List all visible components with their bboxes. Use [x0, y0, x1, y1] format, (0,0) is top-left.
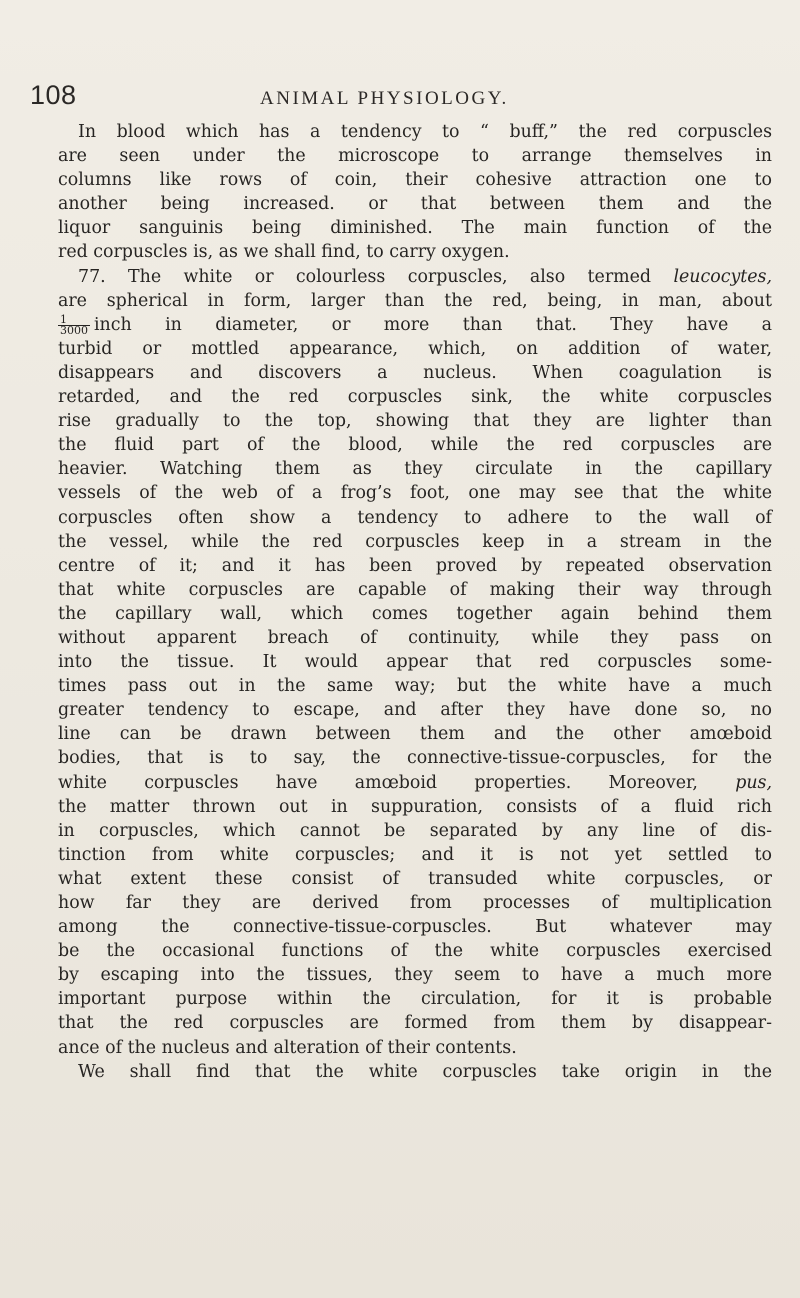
- text-line: that white corpuscles are capable of making their way through: [58, 579, 772, 600]
- text-line: that the red corpuscles are formed from them by disappear-: [58, 1013, 772, 1034]
- text-line: the fluid part of the blood, while the red corpuscles are: [58, 435, 772, 456]
- text-line: greater tendency to escape, and after they have done so, no: [58, 700, 772, 721]
- text-line: corpuscles often show a tendency to adhere to the wall of: [58, 507, 772, 528]
- text-line: heavier. Watching them as they circulate in the capillary: [58, 459, 772, 480]
- text-line: red corpuscles is, as we shall find, to carry oxygen.: [58, 242, 510, 263]
- text-line: In blood which has a tendency to “ buff,” the red corpuscles: [78, 122, 772, 142]
- paragraph-3: [58, 1060, 772, 1084]
- text-line: retarded, and the red corpuscles sink, the white corpuscles: [58, 387, 772, 408]
- text-line: in corpuscles, which cannot be separated by any line of dis-: [58, 820, 772, 841]
- text-line: line can be drawn between them and the other amœboid: [58, 724, 772, 745]
- text-line: liquor sanguinis being diminished. The main function of the: [58, 218, 772, 239]
- section-lead: 77. The white or colourless corpuscles, also termed: [78, 266, 674, 287]
- text-line: the capillary wall, which comes together again behind them: [58, 603, 772, 624]
- text-line: rise gradually to the top, showing that they are lighter than: [58, 411, 772, 432]
- fraction-numerator: 1: [58, 315, 90, 326]
- text-line: the vessel, while the red corpuscles keep in a stream in the: [58, 531, 772, 552]
- text-line: bodies, that is to say, the connective-tissue-corpuscles, for the: [58, 748, 772, 769]
- text-line: how far they are derived from processes of multiplication: [58, 893, 772, 913]
- text-line: important purpose within the circulation, for it is probable: [58, 989, 772, 1010]
- text-line: without apparent breach of continuity, while they pass on: [58, 627, 772, 648]
- text-line: are spherical in form, larger than the red, being, in man, about: [58, 290, 772, 311]
- text-line: We shall find that the white corpuscles take origin in the: [78, 1061, 772, 1082]
- italic-term: leucocytes,: [673, 266, 772, 287]
- text-line: [58, 313, 772, 337]
- running-head: ANIMAL PHYSIOLOGY.: [260, 88, 509, 109]
- text-line: columns like rows of coin, their cohesive attraction one to: [58, 170, 772, 191]
- fraction-denominator: 3000: [60, 323, 88, 337]
- body-text: [58, 120, 772, 1084]
- text-line: [58, 771, 772, 795]
- text-line: disappears and discovers a nucleus. When coagulation is: [58, 362, 772, 383]
- text-line: ance of the nucleus and alteration of their contents.: [58, 1037, 517, 1058]
- page-number: 108: [30, 80, 77, 110]
- text-line: what extent these consist of transuded white corpuscles, or: [58, 868, 772, 889]
- text-line: another being increased. or that between them and the: [58, 194, 772, 215]
- text-line: be the occasional functions of the white corpuscles exercised: [58, 941, 772, 962]
- text-line: tinction from white corpuscles; and it is not yet settled to: [58, 844, 772, 865]
- text-line: the matter thrown out in suppuration, consists of a fluid rich: [58, 796, 772, 817]
- text-line: turbid or mottled appearance, which, on addition of water,: [58, 338, 772, 359]
- text-line: vessels of the web of a frog’s foot, one may see that the white: [58, 483, 772, 504]
- text-fragment: white corpuscles have amœboid properties. Moreover,: [58, 772, 698, 793]
- fraction: [58, 312, 90, 337]
- italic-term: pus,: [735, 772, 772, 793]
- text-line: [58, 265, 772, 289]
- paragraph-2: [58, 265, 772, 1060]
- text-line: by escaping into the tissues, they seem to have a much more: [58, 965, 772, 986]
- text-line: into the tissue. It would appear that red corpuscles some-: [58, 652, 772, 673]
- text-fragment: inch in diameter, or more than that. They have a: [94, 314, 772, 335]
- text-line: among the connective-tissue-corpuscles. But whatever may: [58, 917, 772, 938]
- paragraph-1: [58, 120, 772, 265]
- text-line: centre of it; and it has been proved by repeated observation: [58, 555, 772, 576]
- text-line: are seen under the microscope to arrange themselves in: [58, 146, 772, 167]
- text-line: times pass out in the same way; but the white have a much: [58, 676, 772, 697]
